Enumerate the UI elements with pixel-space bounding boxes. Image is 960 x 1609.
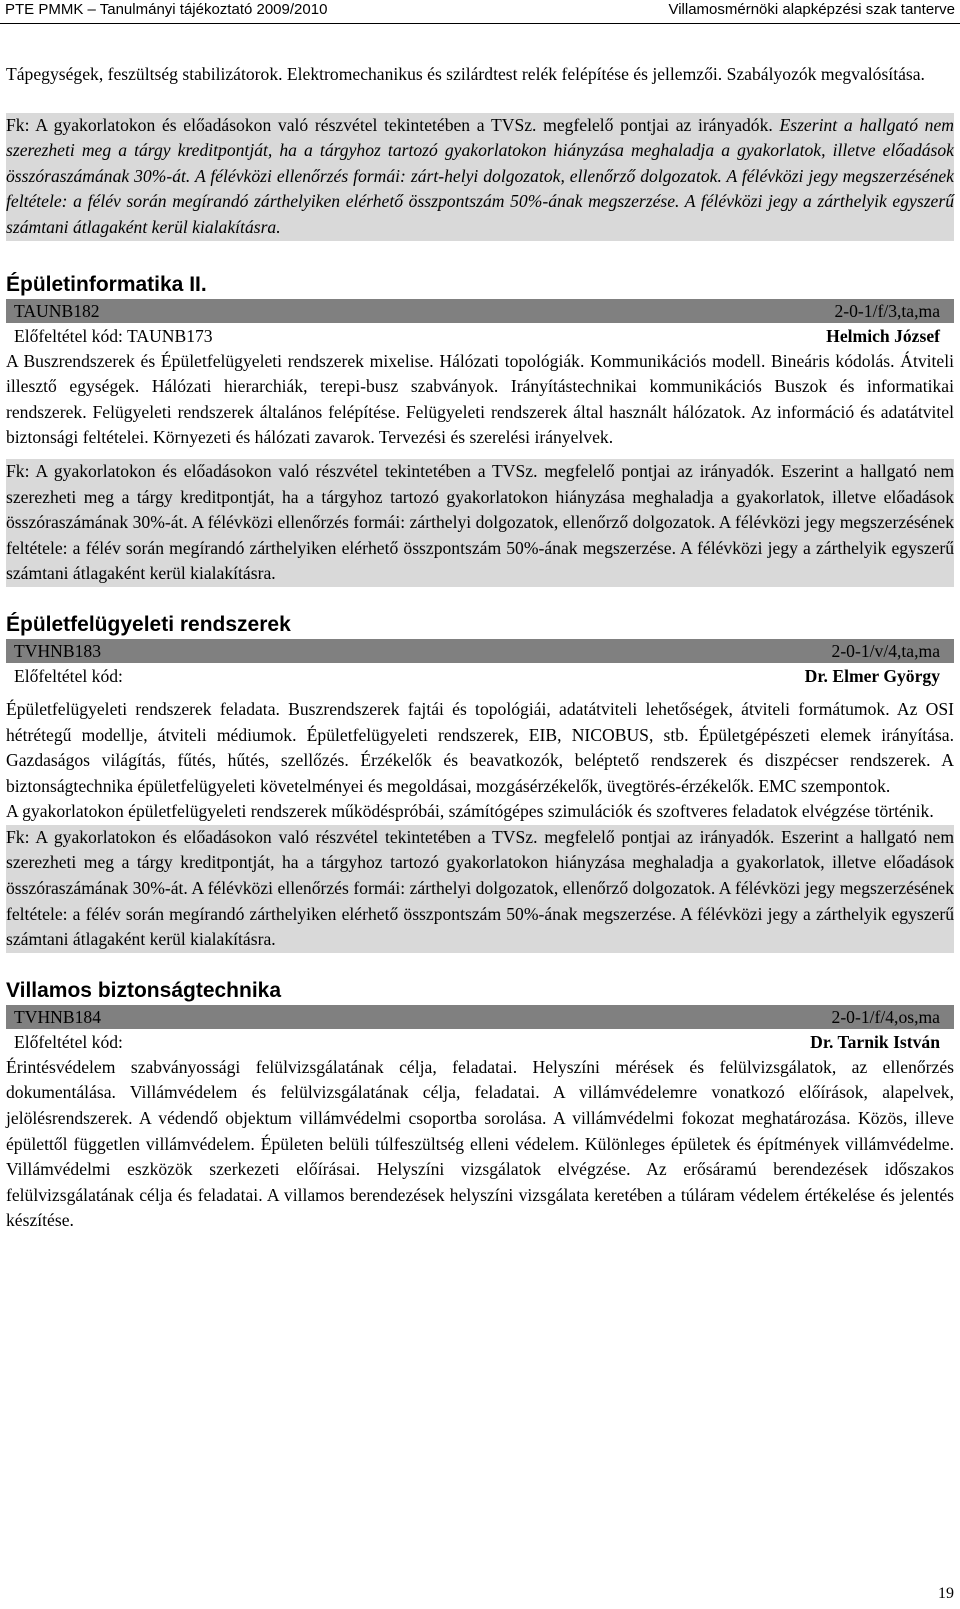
- course-hours: 2-0-1/f/3,ta,ma: [834, 300, 940, 321]
- course-code: TVHNB183: [14, 640, 101, 661]
- instructor: Dr. Tarnik István: [810, 1031, 940, 1052]
- prerequisite: Előfeltétel kód: TAUNB173: [14, 325, 213, 346]
- course-code-bar: [6, 639, 954, 663]
- course-hours: 2-0-1/v/4,ta,ma: [831, 640, 940, 661]
- intro-paragraph: Tápegységek, feszültség stabilizátorok. Elektromechanikus és szilárdtest relék felépítése és jellemzői. Szabályozók megvalósítása.: [6, 64, 925, 84]
- header-rule: [0, 23, 960, 24]
- spacer: [6, 241, 954, 267]
- instructor: Helmich József: [826, 325, 940, 346]
- instructor: Dr. Elmer György: [804, 665, 940, 686]
- course-code: TVHNB184: [14, 1006, 101, 1027]
- course-title-villamos: Villamos biztonságtechnika: [6, 978, 282, 1002]
- course-description: Épületfelügyeleti rendszerek feladata. Buszrendszerek fajtái és topológiái, adatátviteli lehetőségek, átviteli formátumok. Az OSI hétrétegű modellje, átviteli médiumok. Épületfelügyeleti rendszerek, EIB, NICOBUS, stb. Épületgépészeti elemek irányítása. Gazdaságos világítás, fűtés, hűtés, szellőzés. Érzékelők és beavatkozók, beléptető rendszerek és diszpécser rendszerek. A biztonságtechnika épületfelügyeleti követelményei és megoldásai, mozgásérzékelők, üvegtörés-érzékelők. EMC szempontok.: [6, 698, 954, 796]
- course-code: TAUNB182: [14, 300, 100, 321]
- course-code-bar: [6, 299, 954, 323]
- intro-fk-paragraph: [6, 113, 954, 241]
- course-code-bar: [6, 1005, 954, 1029]
- fk-lead-text: Fk: A gyakorlatokon és előadásokon való részvétel tekintetében a TVSz. megfelelő pontjai az irányadók.: [6, 114, 780, 135]
- page-content: [6, 62, 954, 1234]
- spacer: [6, 88, 954, 113]
- spacer: [6, 689, 954, 697]
- prereq-row: [6, 663, 954, 689]
- course-description: Érintésvédelem szabványossági felülvizsgálatának célja, feladatai. Helyszíni mérések és felülvizsgálatok, az ellenőrzés dokumentálása. Villámvédelem és felülvizsgálatának célja, feladatai. A villámvédelemre vonatkozó előírások, alapelvek, jelölésrendszerek. A védendő objektum villámvédelmi csoportba sorolása. A villámvédelmi fokozat meghatározása. Közös, illeve épülettől független villámvédelem. Épületen belüli túlfeszültség elleni védelem. Különleges épületek és építmények villámvédelme. Villámvédelmi eszközök szerkezeti előírásai. Helyszíni vizsgálatok elvégzése. Az erősáramú berendezések időszakos felülvizsgálatának célja és feladatai. A villamos berendezések helyszíni vizsgálata keretében a túláram védelem értékelése és jelentés készítése.: [6, 1056, 954, 1231]
- prereq-row: [6, 1029, 954, 1055]
- page-number: 19: [938, 1585, 954, 1602]
- prerequisite: Előfeltétel kód:: [14, 1031, 123, 1052]
- course-title-epuletinformatika: Épületinformatika II.: [6, 272, 207, 296]
- course-description: A Buszrendszerek és Épületfelügyeleti rendszerek mixelise. Hálózati topológiák. Kommunikációs modell. Bineáris kódolás. Átviteli illesztő egységek. Hálózati hierarchiák, terepi-busz szabványok. Irányítástechnikai kommunikációs Buszok és informatikai rendszerek. Felügyeleti rendszerek általános felépítése. Felügyeleti rendszerek által használt hálózatok. Az információ és adatátvitel biztonsági feltételei. Környezeti és hálózati zavarok. Tervezési és szerelési irányelvek.: [6, 350, 954, 448]
- prereq-row: [6, 323, 954, 349]
- header-right: Villamosmérnöki alapképzési szak tanterve: [668, 1, 955, 18]
- fk-italic-text: Eszerint a hallgató nem szerezheti meg a tárgy kreditpontját, ha a tárgyhoz tartozó gyakorlatokon hiányzása meghaladja a gyakorlatok, illetve előadások összóraszámának 30%-át. A félévközi ellenőrzés formái: zárt-helyi dolgozatok, ellenőrző dolgozatok. A félévközi jegy megszerzésének feltétele: a félév során megírandó zárthelyiken elérhető összpontszám 50%-ának megszerzése. A félévközi jegy a zárthelyik egyszerű számtani átlagaként kerül kialakításra.: [6, 114, 954, 237]
- course-fk-paragraph: Fk: A gyakorlatokon és előadásokon való részvétel tekintetében a TVSz. megfelelő pontjai az irányadók. Eszerint a hallgató nem szerezheti meg a tárgy kreditpontját, ha a tárgyhoz tartozó gyakorlatokon hiányzása meghaladja a gyakorlatok, illetve előadások összóraszámának 30%-át. A félévközi ellenőrzés formái: zárthelyi dolgozatok, ellenőrző dolgozatok. A félévközi jegy megszerzésének feltétele: a félév során megírandó zárthelyiken elérhető összpontszám 50%-ának megszerzése. A félévközi jegy a zárthelyik egyszerű számtani átlagaként kerül kialakításra.: [6, 825, 954, 953]
- header-left: PTE PMMK – Tanulmányi tájékoztató 2009/2010: [5, 1, 328, 18]
- spacer: [6, 953, 954, 973]
- course-fk-paragraph: Fk: A gyakorlatokon és előadásokon való részvétel tekintetében a TVSz. megfelelő pontjai az irányadók. Eszerint a hallgató nem szerezheti meg a tárgy kreditpontját, ha a tárgyhoz tartozó gyakorlatokon hiányzása meghaladja a gyakorlatok, illetve előadások összóraszámának 30%-át. A félévközi ellenőrzés formái: zárthelyi dolgozatok, ellenőrző dolgozatok. A félévközi jegy megszerzésének feltétele: a félév során megírandó zárthelyiken elérhető összpontszám 50%-ának megszerzése. A félévközi jegy a zárthelyik egyszerű számtani átlagaként kerül kialakításra.: [6, 459, 954, 587]
- course-hours: 2-0-1/f/4,os,ma: [831, 1006, 940, 1027]
- course-title-epuletfelugyeleti: Épületfelügyeleti rendszerek: [6, 612, 291, 636]
- spacer: [6, 451, 954, 459]
- spacer: [6, 587, 954, 607]
- prerequisite: Előfeltétel kód:: [14, 665, 123, 686]
- course-description-practice: A gyakorlatokon épületfelügyeleti rendszerek működéspróbái, számítógépes szimulációk és szoftveres feladatok elvégzése történik.: [6, 801, 934, 822]
